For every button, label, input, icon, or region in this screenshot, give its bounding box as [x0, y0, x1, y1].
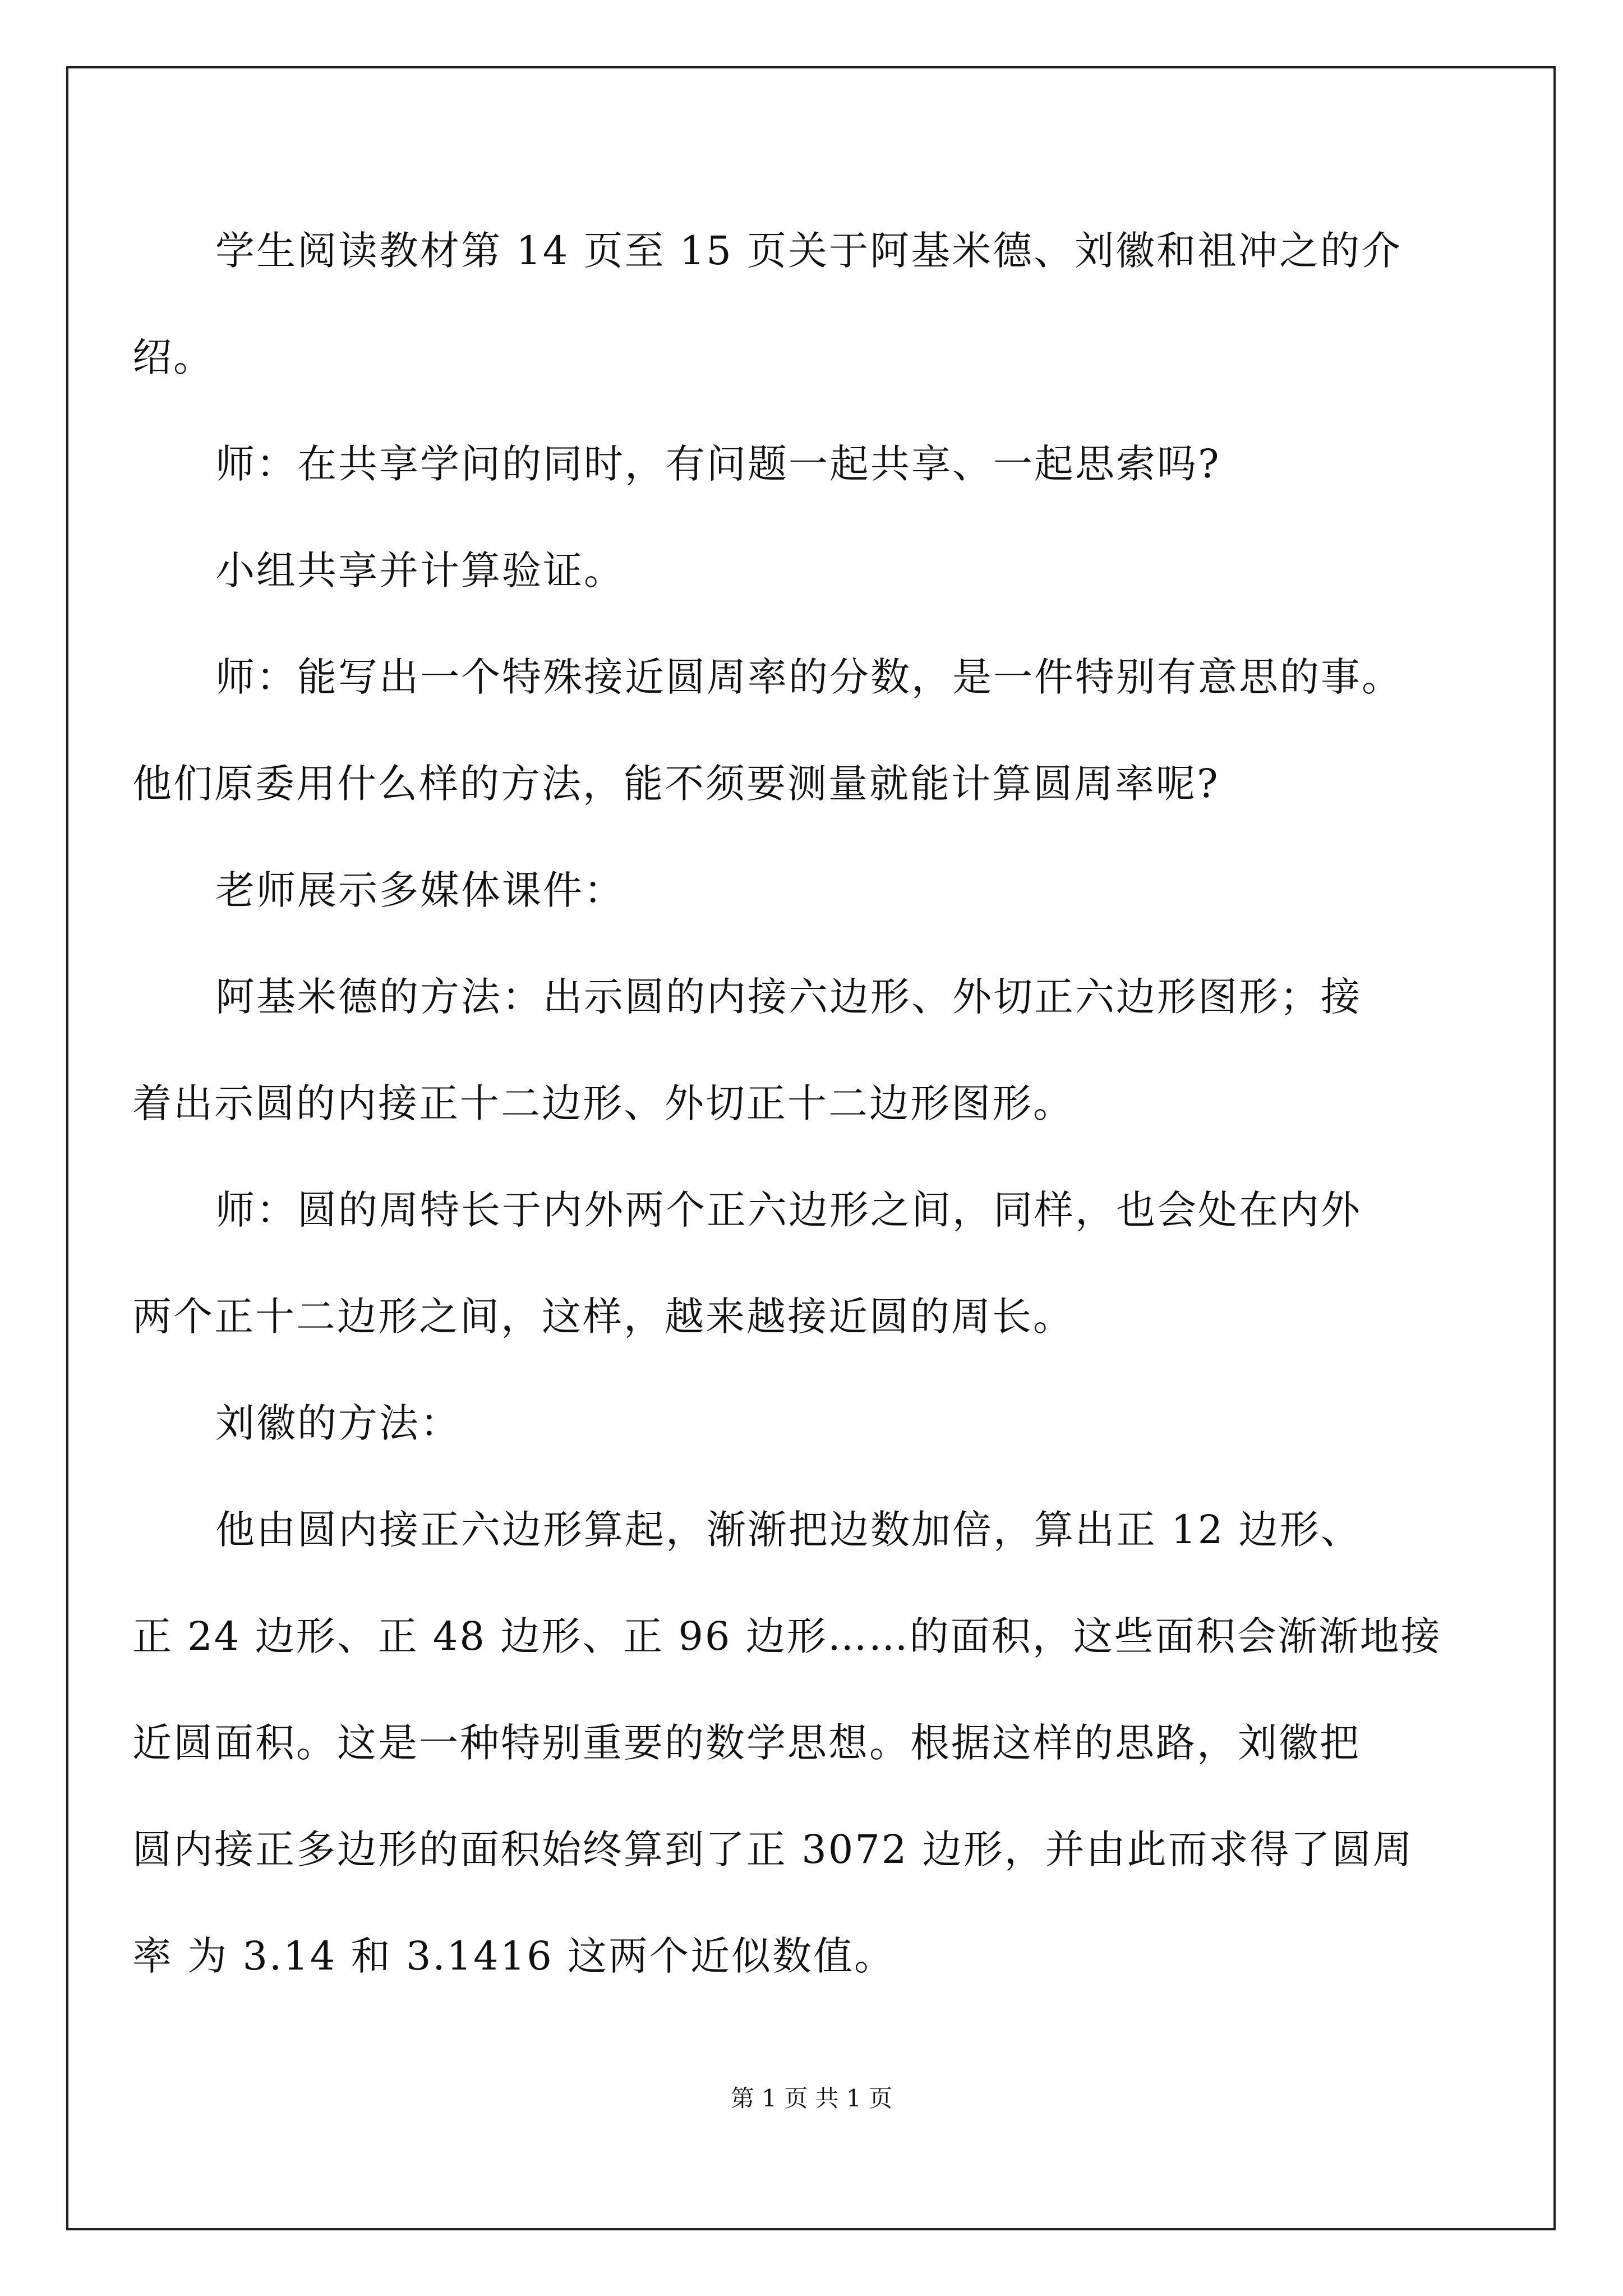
paragraph-line: 阿基米德的方法：出示圆的内接六边形、外切正六边形图形；接 — [215, 974, 1362, 1020]
paragraph-line: 率 为 3.14 和 3.1416 这两个近似数值。 — [132, 1933, 896, 1979]
paragraph-line: 学生阅读教材第 14 页至 15 页关于阿基米德、刘徽和祖冲之的介 — [215, 228, 1403, 274]
paragraph-line: 他由圆内接正六边形算起，渐渐把边数加倍，算出正 12 边形、 — [215, 1507, 1362, 1553]
paragraph-line: 两个正十二边形之间，这样，越来越接近圆的周长。 — [132, 1294, 1074, 1340]
paragraph-line: 小组共享并计算验证。 — [215, 547, 625, 593]
paragraph-line: 师：圆的周特长于内外两个正六边形之间，同样，也会处在内外 — [215, 1187, 1362, 1233]
paragraph-line: 着出示圆的内接正十二边形、外切正十二边形图形。 — [132, 1080, 1074, 1126]
paragraph-line: 圆内接正多边形的面积始终算到了正 3072 边形，并由此而求得了圆周 — [132, 1826, 1414, 1872]
paragraph-line: 近圆面积。这是一种特别重要的数学思想。根据这样的思路，刘徽把 — [132, 1720, 1361, 1766]
paragraph-line: 他们原委用什么样的方法，能不须要测量就能计算圆周率呢? — [132, 761, 1220, 807]
paragraph-line: 师：在共享学问的同时，有问题一起共享、一起思索吗? — [215, 441, 1221, 487]
paragraph-line: 正 24 边形、正 48 边形、正 96 边形……的面积，这些面积会渐渐地接 — [132, 1613, 1442, 1659]
paragraph-line: 老师展示多媒体课件： — [215, 867, 625, 913]
page-footer: 第 1 页 共 1 页 — [730, 2085, 893, 2112]
paragraph-line: 刘徽的方法： — [215, 1400, 461, 1446]
paragraph-line: 师：能写出一个特殊接近圆周率的分数，是一件特别有意思的事。 — [215, 654, 1403, 700]
paragraph-line: 绍。 — [132, 334, 214, 380]
page-border — [66, 66, 1556, 2230]
